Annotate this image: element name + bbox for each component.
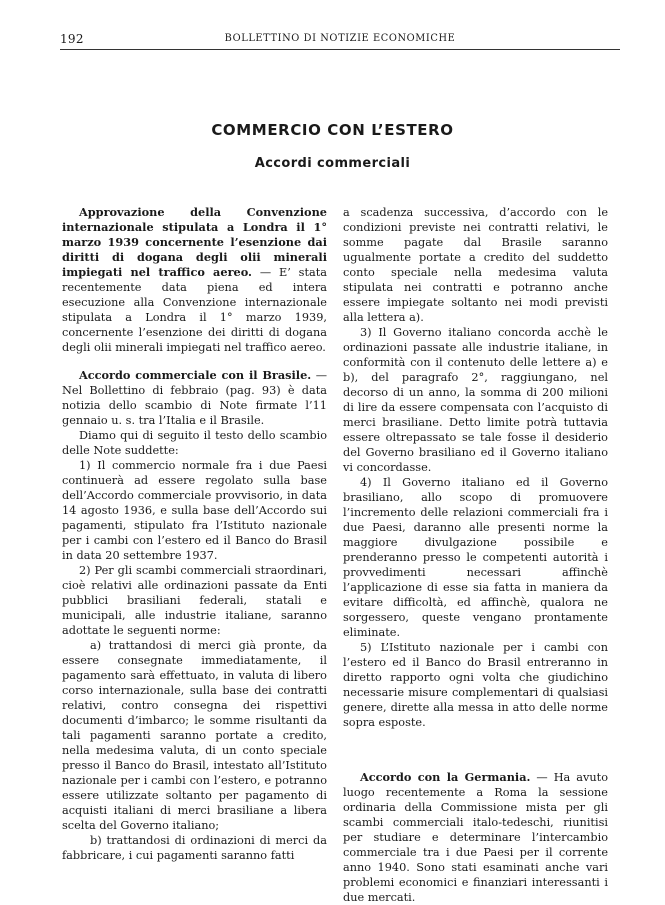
- paragraph-germania: [343, 770, 608, 905]
- page-number: 192: [60, 32, 84, 46]
- paragraph-lead: Accordo commerciale con il Brasile.: [79, 368, 312, 382]
- paragraph: 1) Il commercio normale fra i due Paesi continuerà ad essere regolato sulla base dell’Accordo commerciale provvisorio, in data 14 agosto 1936, e sulla base dell’Accordo sui pagamenti, stipulato fra l’Istituto nazionale per i cambi con l’estero ed il Banco do Brasil in data 20 settembre 1937.: [62, 459, 327, 562]
- paragraph-text: — E’ stata recentemente data piena ed intera esecuzione alla Convenzione internazionale stipulata a Londra il 1° marzo 1939, concernente l’esenzione dei diritti di dogana degli olii minerali impiegati nel traffico aereo.: [62, 266, 327, 354]
- paragraph-text: — Ha avuto luogo recentemente a Roma la sessione ordinaria della Commissione mista per gli scambi commerciali italo-tedeschi, riunitisi per studiare e determinare l’intercambio commerciale tra i due Paesi per il corrente anno 1940. Sono stati esaminati anche vari problemi economici e finanziari interessanti i due mercati.: [343, 771, 608, 904]
- section-title: COMMERCIO CON L’ESTERO: [211, 121, 454, 139]
- paragraph: 4) Il Governo italiano ed il Governo brasiliano, allo scopo di promuovere l’incremento delle relazioni commerciali fra i due Paesi, daranno alle presenti norme la maggiore divulgazione possibile e prenderanno presso le competenti autorità i provvedimenti necessari affinchè l’applicazione di esse sia fatta in maniera da evitare difficoltà, ed affinchè, qualora ne sorgessero, queste vengano prontamente eliminate.: [343, 476, 608, 639]
- running-header: [60, 32, 620, 48]
- paragraph: 2) Per gli scambi commerciali straordinari, cioè relativi alle ordinazioni passate da Enti pubblici brasiliani federali, statali e municipali, alle industrie italiane, saranno adottate le seguenti norme:: [62, 564, 327, 637]
- paragraph-brasile: [62, 368, 327, 428]
- paragraph: b) trattandosi di ordinazioni di merci da fabbricare, i cui pagamenti saranno fatti: [62, 834, 327, 862]
- paragraph-lead: Accordo con la Germania.: [360, 770, 531, 784]
- paragraph: Diamo qui di seguito il testo dello scambio delle Note suddette:: [62, 429, 327, 457]
- paragraph-lead: Approvazione della Convenzione internazionale stipulata a Londra il 1° marzo 1939 concernente l’esenzione dai diritti di dogana degli olii minerali impiegati nel traffico aereo.: [62, 205, 327, 279]
- subsection-title: Accordi commerciali: [254, 156, 411, 171]
- paragraph: a scadenza successiva, d’accordo con le condizioni previste nei contratti relativi, le somme pagate dal Brasile saranno ugualmente portate a credito del suddetto conto speciale nella medesima valuta stipulata nei contratti e potranno anche essere impiegate soltanto nei modi previsti alla lettera a).: [343, 206, 608, 324]
- running-title: BOLLETTINO DI NOTIZIE ECONOMICHE: [224, 33, 456, 44]
- right-column: [343, 205, 608, 905]
- left-column: [62, 205, 327, 863]
- paragraph-text: — Nel Bollettino di febbraio (pag. 93) è data notizia dello scambio di Note firmate l’11 gennaio u. s. tra l’Italia e il Brasile.: [62, 369, 328, 427]
- paragraph: 3) Il Governo italiano concorda acchè le ordinazioni passate alle industrie italiane, in conformità con il contenuto delle lettere a) e b), del paragrafo 2°, raggiungano, nel decorso di un anno, la somma di 200 milioni di lire da essere compensata con l’acquisto di merci brasiliane. Detto limite potrà tuttavia essere oltrepassato se tale fosse il desiderio del Governo brasiliano ed il Governo italiano vi concordasse.: [343, 326, 608, 474]
- paragraph: 5) L’Istituto nazionale per i cambi con l’estero ed il Banco do Brasil entreranno in diretto rapporto ogni volta che giudichino necessarie misure complementari di qualsiasi genere, dirette alla messa in atto delle norme sopra esposte.: [343, 641, 608, 729]
- paragraph: a) trattandosi di merci già pronte, da essere consegnate immediatamente, il pagamento sarà effettuato, in valuta di libero corso internazionale, sulla base dei contratti relativi, contro consegna dei rispettivi documenti d’imbarco; le somme risultanti da tali pagamenti saranno portate a credito, nella medesima valuta, di un conto speciale presso il Banco do Brasil, intestato all’Istituto nazionale per i cambi con l’estero, e potranno essere utilizzate soltanto per pagamento di acquisti italiani di merci brasiliane a libera scelta del Governo italiano;: [62, 639, 327, 832]
- header-rule: [60, 49, 620, 50]
- paragraph-convenzione: [62, 205, 327, 355]
